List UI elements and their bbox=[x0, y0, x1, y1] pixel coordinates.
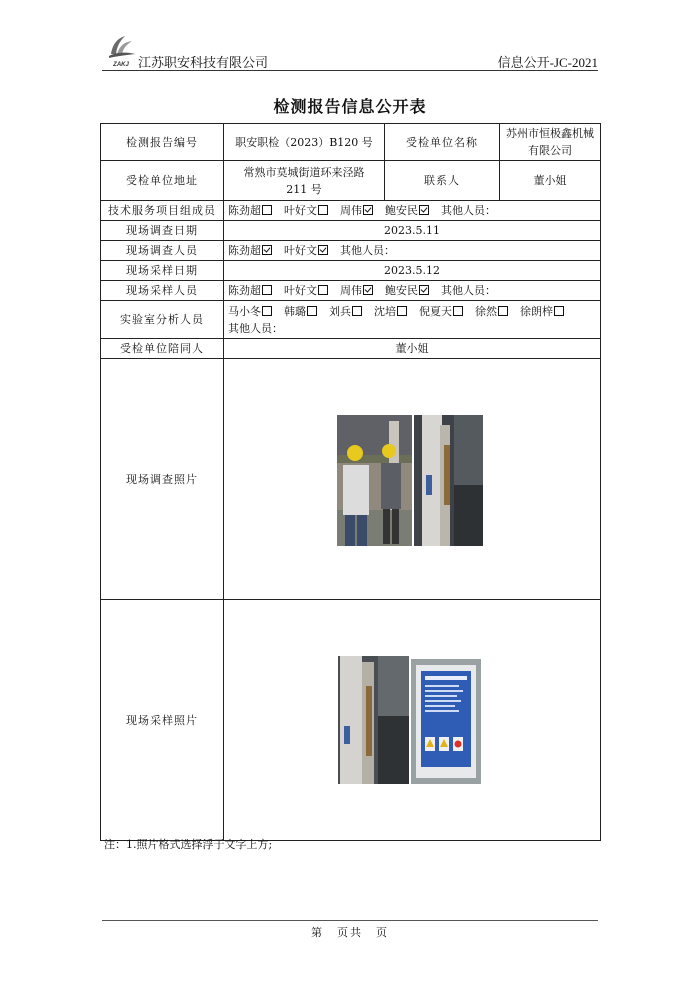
report-no-value: 职安职检（2023）B120 号 bbox=[224, 124, 385, 161]
table-row bbox=[101, 359, 601, 600]
team-label: 技术服务项目组成员 bbox=[101, 201, 224, 221]
survey-date-value: 2023.5.11 bbox=[224, 221, 601, 241]
sample-other-label: 其他人员： bbox=[441, 284, 496, 297]
company-logo bbox=[105, 32, 137, 68]
staff-name: 陈劲超 bbox=[228, 244, 261, 257]
sample-date-label: 现场采样日期 bbox=[101, 261, 224, 281]
staff-entry bbox=[228, 204, 274, 217]
unchecked-checkbox-icon bbox=[318, 285, 328, 295]
staff-entry bbox=[385, 284, 431, 297]
survey-staff-label: 现场调查人员 bbox=[101, 241, 224, 261]
lab-other-label: 其他人员： bbox=[228, 321, 283, 335]
footer-divider bbox=[102, 920, 598, 921]
staff-name: 马小冬 bbox=[228, 304, 261, 318]
unchecked-checkbox-icon bbox=[554, 306, 564, 316]
unit-name-label: 受检单位名称 bbox=[385, 124, 500, 161]
sample-staff bbox=[224, 281, 601, 301]
staff-name: 倪夏天 bbox=[419, 304, 452, 318]
sample-photo-cell bbox=[224, 600, 601, 841]
staff-name: 徐朗梓 bbox=[520, 304, 553, 318]
sample-photo-equipment bbox=[338, 656, 409, 784]
unchecked-checkbox-icon bbox=[262, 285, 272, 295]
staff-name: 叶好文 bbox=[284, 204, 317, 217]
unit-name-value: 苏州市恒极鑫机械有限公司 bbox=[500, 124, 601, 161]
checked-checkbox-icon bbox=[419, 205, 429, 215]
header-divider bbox=[102, 70, 598, 71]
staff-name: 叶好文 bbox=[284, 284, 317, 297]
staff-name: 鲍安民 bbox=[385, 284, 418, 297]
unchecked-checkbox-icon bbox=[352, 306, 362, 316]
unchecked-checkbox-icon bbox=[498, 306, 508, 316]
page-number: 第 页共 页 bbox=[311, 926, 389, 939]
unchecked-checkbox-icon bbox=[307, 306, 317, 316]
survey-staff-list bbox=[228, 244, 340, 257]
sample-staff-label: 现场采样人员 bbox=[101, 281, 224, 301]
page-title: 检测报告信息公开表 bbox=[273, 97, 427, 116]
escort-value: 董小姐 bbox=[224, 339, 601, 359]
table-row bbox=[101, 301, 601, 339]
info-table bbox=[100, 123, 601, 841]
staff-name: 陈劲超 bbox=[228, 284, 261, 297]
header bbox=[102, 30, 598, 70]
table-row bbox=[101, 161, 601, 201]
staff-name: 周伟 bbox=[340, 204, 362, 217]
unchecked-checkbox-icon bbox=[262, 205, 272, 215]
staff-entry bbox=[374, 305, 409, 318]
escort-label: 受检单位陪同人 bbox=[101, 339, 224, 359]
sample-staff-list bbox=[228, 284, 441, 297]
sample-date-value: 2023.5.12 bbox=[224, 261, 601, 281]
survey-photo-cell bbox=[224, 359, 601, 600]
staff-entry bbox=[329, 305, 364, 318]
company-name: 江苏职安科技有限公司 bbox=[138, 56, 269, 71]
footnote: 注：1.照片格式选择浮于文字上方; bbox=[104, 838, 273, 851]
unchecked-checkbox-icon bbox=[397, 306, 407, 316]
report-no-label: 检测报告编号 bbox=[101, 124, 224, 161]
staff-entry bbox=[228, 284, 274, 297]
checked-checkbox-icon bbox=[318, 245, 328, 255]
staff-entry bbox=[419, 305, 465, 318]
survey-other-label: 其他人员： bbox=[340, 244, 395, 257]
address-line-1: 常熟市莫城街道环来泾路 bbox=[243, 165, 365, 179]
staff-entry bbox=[284, 244, 330, 257]
staff-entry bbox=[340, 204, 375, 217]
logo-text: ZAKJ bbox=[113, 62, 129, 68]
lab-staff-label: 实验室分析人员 bbox=[101, 301, 224, 339]
staff-name: 沈培 bbox=[374, 304, 396, 318]
team-members bbox=[224, 201, 601, 221]
checked-checkbox-icon bbox=[363, 205, 373, 215]
survey-photo-equipment bbox=[414, 415, 483, 546]
sample-photo-label: 现场采样照片 bbox=[101, 600, 224, 841]
table-row bbox=[101, 339, 601, 359]
contact-value: 董小姐 bbox=[500, 161, 601, 201]
staff-entry bbox=[284, 305, 319, 318]
staff-name: 鲍安民 bbox=[385, 204, 418, 217]
address-label: 受检单位地址 bbox=[101, 161, 224, 201]
checked-checkbox-icon bbox=[419, 285, 429, 295]
staff-name: 刘兵 bbox=[329, 304, 351, 318]
staff-name: 韩璐 bbox=[284, 304, 306, 318]
staff-entry bbox=[228, 305, 274, 318]
survey-photo-label: 现场调查照片 bbox=[101, 359, 224, 600]
sample-photo-notice-board bbox=[411, 659, 481, 784]
staff-entry bbox=[340, 284, 375, 297]
staff-entry bbox=[385, 204, 431, 217]
unchecked-checkbox-icon bbox=[262, 306, 272, 316]
table-row bbox=[101, 281, 601, 301]
lab-staff-list bbox=[228, 303, 596, 320]
table-row bbox=[101, 124, 601, 161]
unchecked-checkbox-icon bbox=[318, 205, 328, 215]
lab-staff bbox=[224, 301, 601, 339]
table-row bbox=[101, 221, 601, 241]
address-line-2: 211 号 bbox=[286, 182, 322, 196]
staff-name: 周伟 bbox=[340, 284, 362, 297]
table-row bbox=[101, 600, 601, 841]
staff-entry bbox=[284, 284, 330, 297]
team-member-list bbox=[228, 204, 441, 217]
checked-checkbox-icon bbox=[363, 285, 373, 295]
staff-entry bbox=[284, 204, 330, 217]
staff-entry bbox=[228, 244, 274, 257]
staff-name: 叶好文 bbox=[284, 244, 317, 257]
address-value bbox=[224, 161, 385, 201]
team-other-label: 其他人员： bbox=[441, 204, 496, 217]
checked-checkbox-icon bbox=[262, 245, 272, 255]
document-code: 信息公开-JC-2021 bbox=[497, 55, 598, 70]
survey-photo-workers bbox=[337, 415, 412, 546]
survey-date-label: 现场调查日期 bbox=[101, 221, 224, 241]
table-row bbox=[101, 201, 601, 221]
staff-entry bbox=[475, 305, 510, 318]
staff-name: 陈劲超 bbox=[228, 204, 261, 217]
contact-label: 联系人 bbox=[385, 161, 500, 201]
table-row bbox=[101, 261, 601, 281]
unchecked-checkbox-icon bbox=[453, 306, 463, 316]
staff-entry bbox=[520, 305, 566, 318]
survey-staff bbox=[224, 241, 601, 261]
staff-name: 徐然 bbox=[475, 304, 497, 318]
table-row bbox=[101, 241, 601, 261]
